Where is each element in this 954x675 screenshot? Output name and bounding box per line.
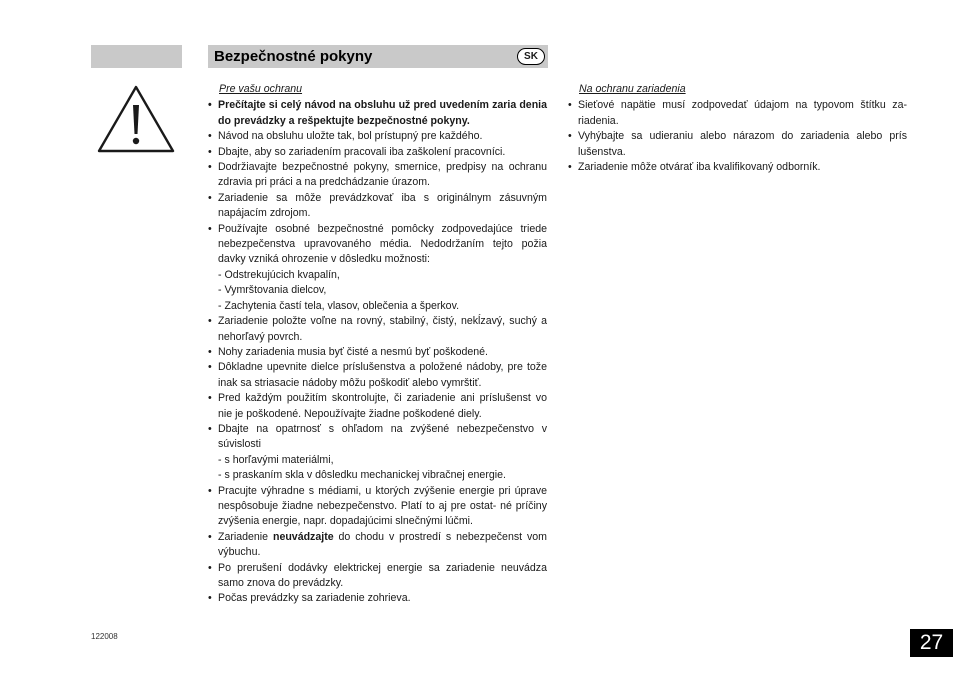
list-item: • Pracujte výhradne s médiami, u ktorých zvýšenie energie pri úprave nespôsobuje žiadne nebezpečenstvo. Platí to aj pre ostat- né príčiny zvýšenia energie, napr. dopadajúcimi slnečnými lúčmi. <box>208 484 547 530</box>
document-code: 122008 <box>91 632 118 641</box>
section-heading-personal: Pre vašu ochranu <box>219 83 303 95</box>
list-item: • Používajte osobné bezpečnostné pomôcky zodpovedajúce triede nebezpečenstva upravovaného média. Nedodržaním tejto požia davky vzniká ohrozenie v dôsledku možnosti: <box>208 222 547 268</box>
left-margin-bar <box>91 45 182 68</box>
personal-safety-column <box>208 82 547 607</box>
sub-list-item: - s praskaním skla v dôsledku mechanickej vibračnej energie. <box>218 469 506 482</box>
list-item: • Návod na obsluhu uložte tak, bol prístupný pre každého. <box>208 129 547 144</box>
list-item: • Dbajte na opatrnosť s ohľadom na zvýšené nebezpečenstvo v súvislosti <box>208 422 547 453</box>
list-item: • Zariadenie sa môže prevádzkovať iba s originálnym zásuvným napájacím zdrojom. <box>208 191 547 222</box>
section-heading-device: Na ochranu zariadenia <box>579 83 686 95</box>
warning-triangle-icon <box>97 85 175 153</box>
list-item-text: Zariadenie <box>218 530 273 543</box>
page-number: 27 <box>910 629 953 657</box>
list-item: • Zariadenie môže otvárať iba kvalifikovaný odborník. <box>568 160 907 175</box>
list-item: • Pred každým použitím skontrolujte, či zariadenie ani príslušenst vo nie je poškodené. Nepoužívajte žiadne poškodené diely. <box>208 391 547 422</box>
section-header-bar <box>208 45 548 68</box>
list-item: • Prečítajte si celý návod na obsluhu už pred uvedením zaria denia do prevádzky a rešpektujte bezpečnostné pokyny. <box>208 98 547 129</box>
language-badge: SK <box>517 48 545 65</box>
sub-list-item: - Zachytenia častí tela, vlasov, oblečenia a šperkov. <box>218 299 460 312</box>
list-item-text: do chodu v prostredí s nebezpečenst vom výbuchu. <box>218 530 547 559</box>
list-item: • Sieťové napätie musí zodpovedať údajom na typovom štítku za- riadenia. <box>568 98 907 129</box>
device-protection-column <box>568 82 907 175</box>
emphasis-text: neuvádzajte <box>272 530 334 543</box>
list-item: • Po prerušení dodávky elektrickej energie sa zariadenie neuvádza samo znova do prevádzky. <box>208 561 547 592</box>
list-item: • Počas prevádzky sa zariadenie zohrieva. <box>208 591 547 606</box>
sub-list-item: - Vymrštovania dielcov, <box>218 284 327 297</box>
list-item: • Dodržiavajte bezpečnostné pokyny, smernice, predpisy na ochranu zdravia pri práci a na predchádzanie úrazom. <box>208 160 547 191</box>
sub-list-item: - s horľavými materiálmi, <box>218 453 334 466</box>
list-item: • Nohy zariadenia musia byť čisté a nesmú byť poškodené. <box>208 345 547 360</box>
section-title: Bezpečnostné pokyny <box>214 48 373 65</box>
list-item: • Dôkladne upevnite dielce príslušenstva a položené nádoby, pre tože inak sa striasacie nádoby môžu poškodiť alebo vymrštiť. <box>208 360 547 391</box>
sub-list-item: - Odstrekujúcich kvapalín, <box>218 268 340 281</box>
list-item: • Zariadenie položte voľne na rovný, stabilný, čistý, nekĺzavý, suchý a nehorľavý povrch. <box>208 314 547 345</box>
list-item: • Dbajte, aby so zariadením pracovali iba zaškolení pracovníci. <box>208 145 547 160</box>
list-item <box>208 530 547 561</box>
list-item: • Vyhýbajte sa udieraniu alebo nárazom do zariadenia alebo prís lušenstva. <box>568 129 907 160</box>
